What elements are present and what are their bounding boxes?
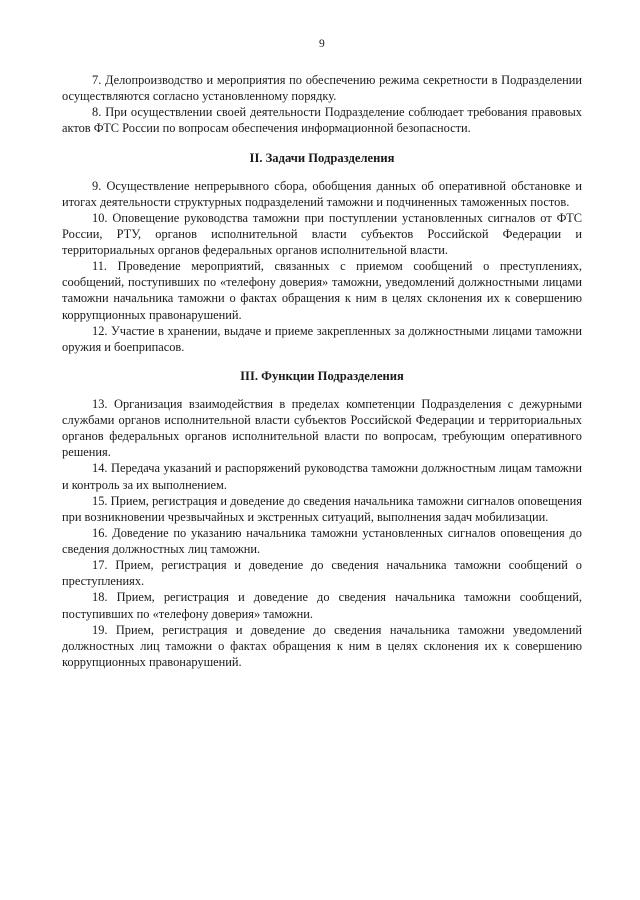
paragraph-8: 8. При осуществлении своей деятельности Подразделение соблюдает требования правовых актов ФТС России по вопросам обеспечения информационной безопасности. [62, 105, 582, 136]
paragraph-7: 7. Делопроизводство и мероприятия по обеспечению режима секретности в Подразделении осуществляются согласно установленному порядку. [62, 73, 582, 104]
paragraph-17: 17. Прием, регистрация и доведение до сведения начальника таможни сообщений о преступлениях. [62, 558, 582, 589]
paragraph-19: 19. Прием, регистрация и доведение до сведения начальника таможни уведомлений должностных лиц таможни о фактах обращения к ним в целях склонения их к совершению коррупционных правонарушений. [62, 622, 582, 669]
paragraph-13: 13. Организация взаимодействия в пределах компетенции Подразделения с дежурными службами органов исполнительной власти субъектов Российской Федерации и территориальных органов федеральных органов исполнительной власти по вопросам, требующим оперативного решения. [62, 396, 582, 460]
paragraph-9: 9. Осуществление непрерывного сбора, обобщения данных об оперативной обстановке и итогах деятельности структурных подразделений таможни и подчиненных таможенных постов. [62, 178, 582, 209]
paragraph-10: 10. Оповещение руководства таможни при поступлении установленных сигналов от ФТС России, РТУ, органов исполнительной власти субъектов Российской Федерации и территориальных органов федеральных органов исполнительной власти. [62, 210, 582, 257]
paragraph-14: 14. Передача указаний и распоряжений руководства таможни должностным лицам таможни и контроль за их выполнением. [62, 461, 582, 492]
paragraph-16: 16. Доведение по указанию начальника таможни установленных сигналов оповещения до сведения должностных лиц таможни. [62, 525, 582, 556]
section-heading-tasks: II. Задачи Подразделения [249, 150, 395, 165]
section-heading-functions: III. Функции Подразделения [240, 368, 404, 383]
paragraph-12: 12. Участие в хранении, выдаче и приеме закрепленных за должностными лицами таможни оружия и боеприпасов. [62, 323, 582, 354]
paragraph-15: 15. Прием, регистрация и доведение до сведения начальника таможни сигналов оповещения при возникновении чрезвычайных и экстренных ситуаций, выполнения задач мобилизации. [62, 493, 582, 524]
paragraph-11: 11. Проведение мероприятий, связанных с приемом сообщений о преступлениях, сообщений, поступивших по «телефону доверия» таможни, уведомлений должностными лицами таможни начальника таможни о фактах обращения к ним в целях склонения их к совершению коррупционных правонарушений. [62, 259, 582, 322]
paragraph-18: 18. Прием, регистрация и доведение до сведения начальника таможни сообщений, поступивших по «телефону доверия» таможни. [62, 590, 582, 621]
page-number: 9 [319, 38, 325, 50]
